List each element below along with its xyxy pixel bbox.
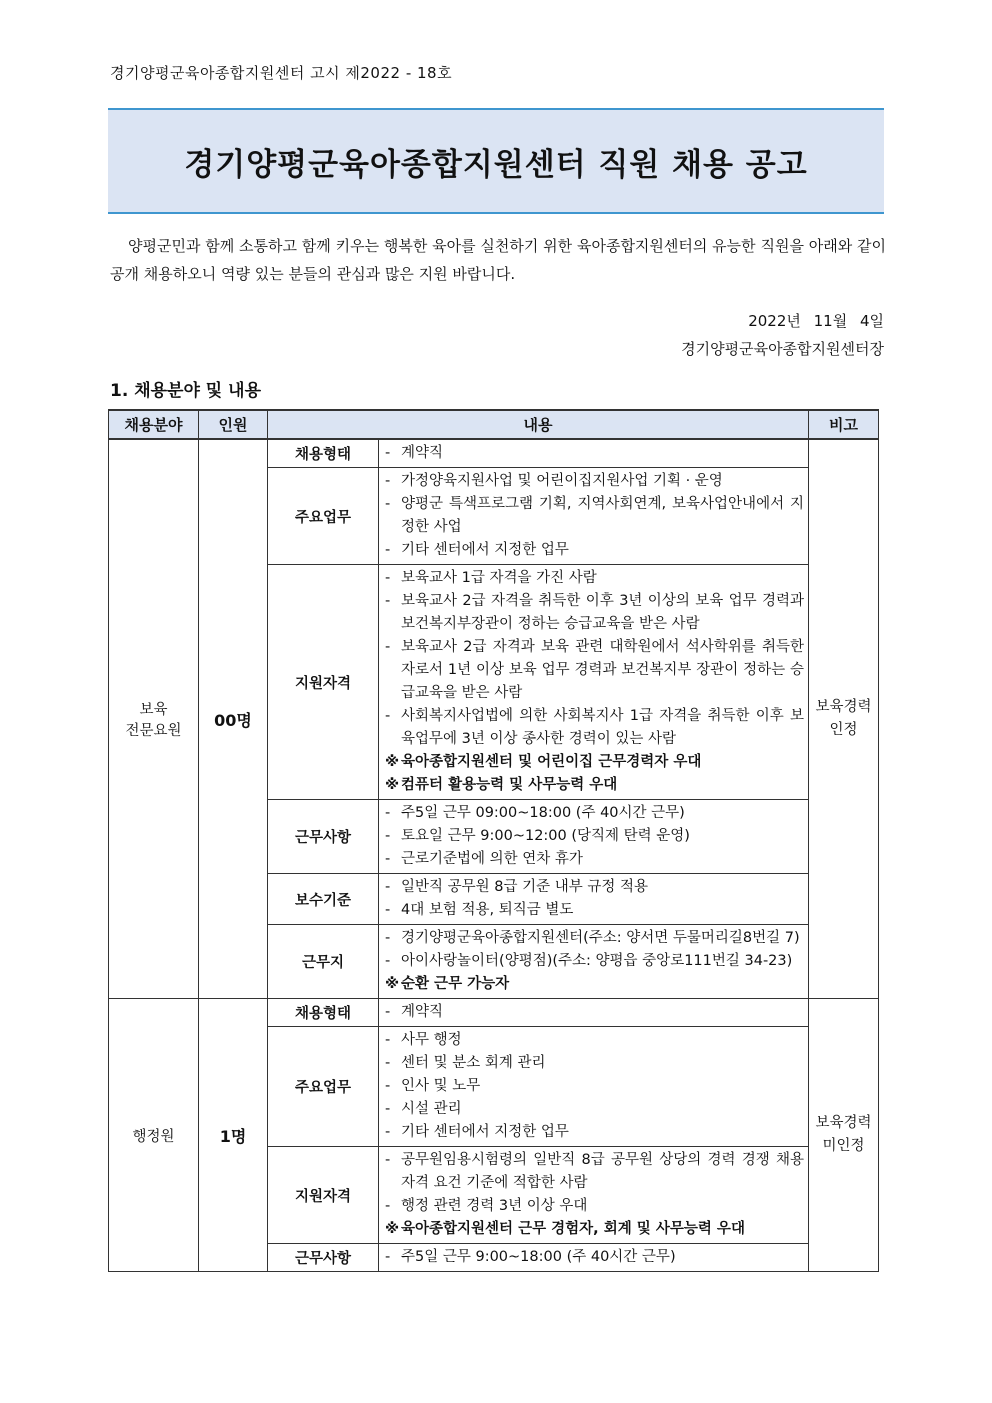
line-marker: - xyxy=(385,542,391,558)
line-text: 보육교사 1급 자격을 가진 사람 xyxy=(401,570,597,586)
header-content: 내용 xyxy=(268,410,809,439)
content-line xyxy=(385,1149,804,1195)
content-line xyxy=(385,848,804,871)
content-line xyxy=(385,493,804,539)
line-marker: - xyxy=(385,445,391,461)
line-marker: - xyxy=(385,828,391,844)
intro-text: 양평군민과 함께 소통하고 함께 키우는 행복한 육아를 실천하기 위한 육아종합지원센터의 유능한 직원을 아래와 같이 공개 채용하오니 역량 있는 분들의 관심과 많은 지원 바랍니다. xyxy=(110,237,886,283)
line-marker: - xyxy=(385,1004,391,1020)
content-line xyxy=(385,705,804,751)
line-marker: - xyxy=(385,930,391,946)
content-line xyxy=(385,774,804,797)
category-cell: 주요업무 xyxy=(268,468,379,565)
content-line xyxy=(385,1121,804,1144)
table-header-row xyxy=(109,410,879,439)
signer: 경기양평군육아종합지원센터장 xyxy=(681,340,884,358)
content-line xyxy=(385,1075,804,1098)
header-field: 채용분야 xyxy=(109,410,199,439)
table-row xyxy=(109,999,879,1027)
content-line xyxy=(385,927,804,950)
line-text: 토요일 근무 9:00~12:00 (당직제 탄력 운영) xyxy=(401,828,690,844)
header-note: 비고 xyxy=(809,410,879,439)
count-cell: 1명 xyxy=(199,999,268,1272)
field-cell: 행정원 xyxy=(109,999,199,1272)
content-line xyxy=(385,1098,804,1121)
content-line xyxy=(385,973,804,996)
line-text: 사무 행정 xyxy=(401,1032,462,1048)
notice-date: 2022년 11월 4일 xyxy=(748,312,884,330)
line-marker: - xyxy=(385,1078,391,1094)
category-cell: 근무지 xyxy=(268,925,379,999)
content-line xyxy=(385,442,804,465)
content-line xyxy=(385,636,804,705)
content-cell xyxy=(379,1027,809,1147)
line-marker: - xyxy=(385,1101,391,1117)
category-cell: 지원자격 xyxy=(268,565,379,800)
line-marker: - xyxy=(385,496,391,512)
line-marker: - xyxy=(385,1249,391,1265)
table-row xyxy=(109,439,879,468)
notice-number: 경기양평군육아종합지원센터 고시 제2022 - 18호 xyxy=(110,64,453,82)
page-title: 경기양평군육아종합지원센터 직원 채용 공고 xyxy=(184,146,808,183)
content-cell xyxy=(379,925,809,999)
line-text: 기타 센터에서 지정한 업무 xyxy=(401,542,569,558)
line-marker: - xyxy=(385,805,391,821)
line-text: 4대 보험 적용, 퇴직금 별도 xyxy=(401,902,574,918)
line-marker: - xyxy=(385,708,391,724)
content-line xyxy=(385,802,804,825)
line-marker: - xyxy=(385,473,391,489)
content-line xyxy=(385,751,804,774)
content-line xyxy=(385,950,804,973)
content-cell xyxy=(379,468,809,565)
line-text: 행정 관련 경력 3년 이상 우대 xyxy=(401,1198,588,1214)
count-cell: 00명 xyxy=(199,439,268,999)
line-text: 계약직 xyxy=(401,445,444,461)
category-cell: 채용형태 xyxy=(268,999,379,1027)
line-text: 계약직 xyxy=(401,1004,444,1020)
line-marker: - xyxy=(385,593,391,609)
line-text: 시설 관리 xyxy=(401,1101,462,1117)
note-cell: 보육경력 인정 xyxy=(809,439,879,999)
line-marker: ※ xyxy=(385,976,400,992)
line-text: 근로기준법에 의한 연차 휴가 xyxy=(401,851,583,867)
line-text: 컴퓨터 활용능력 및 사무능력 우대 xyxy=(401,777,618,793)
line-marker: - xyxy=(385,1055,391,1071)
field-cell: 보육 전문요원 xyxy=(109,439,199,999)
line-marker: ※ xyxy=(385,754,400,770)
line-text: 경기양평군육아종합지원센터(주소: 양서면 두물머리길8번길 7) xyxy=(401,930,800,946)
content-cell xyxy=(379,1244,809,1272)
line-marker: - xyxy=(385,1124,391,1140)
content-cell xyxy=(379,439,809,468)
content-line xyxy=(385,539,804,562)
line-marker: - xyxy=(385,879,391,895)
line-marker: - xyxy=(385,953,391,969)
line-marker: - xyxy=(385,1152,391,1168)
category-cell: 근무사항 xyxy=(268,1244,379,1272)
content-cell xyxy=(379,800,809,874)
title-banner xyxy=(108,108,884,214)
content-line xyxy=(385,470,804,493)
line-marker: ※ xyxy=(385,1221,400,1237)
section-title: 1. 채용분야 및 내용 xyxy=(110,381,261,401)
content-cell xyxy=(379,565,809,800)
category-cell: 근무사항 xyxy=(268,800,379,874)
line-marker: - xyxy=(385,570,391,586)
line-marker: - xyxy=(385,1032,391,1048)
line-text: 센터 및 분소 회계 관리 xyxy=(401,1055,546,1071)
content-line xyxy=(385,1001,804,1024)
content-line xyxy=(385,1218,804,1241)
line-text: 보육교사 2급 자격을 취득한 이후 3년 이상의 보육 업무 경력과 보건복지부장관이 정하는 승급교육을 받은 사람 xyxy=(401,593,805,632)
content-cell xyxy=(379,1147,809,1244)
category-cell: 지원자격 xyxy=(268,1147,379,1244)
content-line xyxy=(385,590,804,636)
line-text: 순환 근무 가능자 xyxy=(401,976,510,992)
intro-paragraph xyxy=(110,232,886,288)
content-line xyxy=(385,1195,804,1218)
line-text: 사회복지사업법에 의한 사회복지사 1급 자격을 취득한 이후 보육업무에 3년 이상 종사한 경력이 있는 사람 xyxy=(401,708,805,747)
header-count: 인원 xyxy=(199,410,268,439)
recruitment-table xyxy=(108,409,879,1272)
line-text: 일반직 공무원 8급 기준 내부 규정 적용 xyxy=(401,879,648,895)
line-marker: - xyxy=(385,1198,391,1214)
content-line xyxy=(385,567,804,590)
line-text: 육아종합지원센터 및 어린이집 근무경력자 우대 xyxy=(401,754,702,770)
category-cell: 주요업무 xyxy=(268,1027,379,1147)
line-text: 주5일 근무 09:00~18:00 (주 40시간 근무) xyxy=(401,805,685,821)
category-cell: 보수기준 xyxy=(268,874,379,925)
content-line xyxy=(385,899,804,922)
line-text: 인사 및 노무 xyxy=(401,1078,481,1094)
content-cell xyxy=(379,999,809,1027)
note-cell: 보육경력 미인정 xyxy=(809,999,879,1272)
category-cell: 채용형태 xyxy=(268,439,379,468)
line-marker: - xyxy=(385,851,391,867)
line-marker: ※ xyxy=(385,777,400,793)
line-marker: - xyxy=(385,902,391,918)
line-text: 가정양육지원사업 및 어린이집지원사업 기획 · 운영 xyxy=(401,473,723,489)
content-line xyxy=(385,876,804,899)
line-text: 주5일 근무 9:00~18:00 (주 40시간 근무) xyxy=(401,1249,676,1265)
line-text: 양평군 특색프로그램 기획, 지역사회연계, 보육사업안내에서 지정한 사업 xyxy=(401,496,805,535)
line-text: 육아종합지원센터 근무 경험자, 회계 및 사무능력 우대 xyxy=(401,1221,745,1237)
line-text: 보육교사 2급 자격과 보육 관련 대학원에서 석사학위를 취득한 자로서 1년 이상 보육 업무 경력과 보건복지부 장관이 정하는 승급교육을 받은 사람 xyxy=(401,639,805,701)
content-cell xyxy=(379,874,809,925)
content-line xyxy=(385,1052,804,1075)
line-text: 공무원임용시험령의 일반직 8급 공무원 상당의 경력 경쟁 채용자격 요건 기준에 적합한 사람 xyxy=(401,1152,805,1191)
line-text: 기타 센터에서 지정한 업무 xyxy=(401,1124,569,1140)
content-line xyxy=(385,1246,804,1269)
line-text: 아이사랑놀이터(양평점)(주소: 양평읍 중앙로111번길 34-23) xyxy=(401,953,793,969)
content-line xyxy=(385,825,804,848)
content-line xyxy=(385,1029,804,1052)
line-marker: - xyxy=(385,639,391,655)
